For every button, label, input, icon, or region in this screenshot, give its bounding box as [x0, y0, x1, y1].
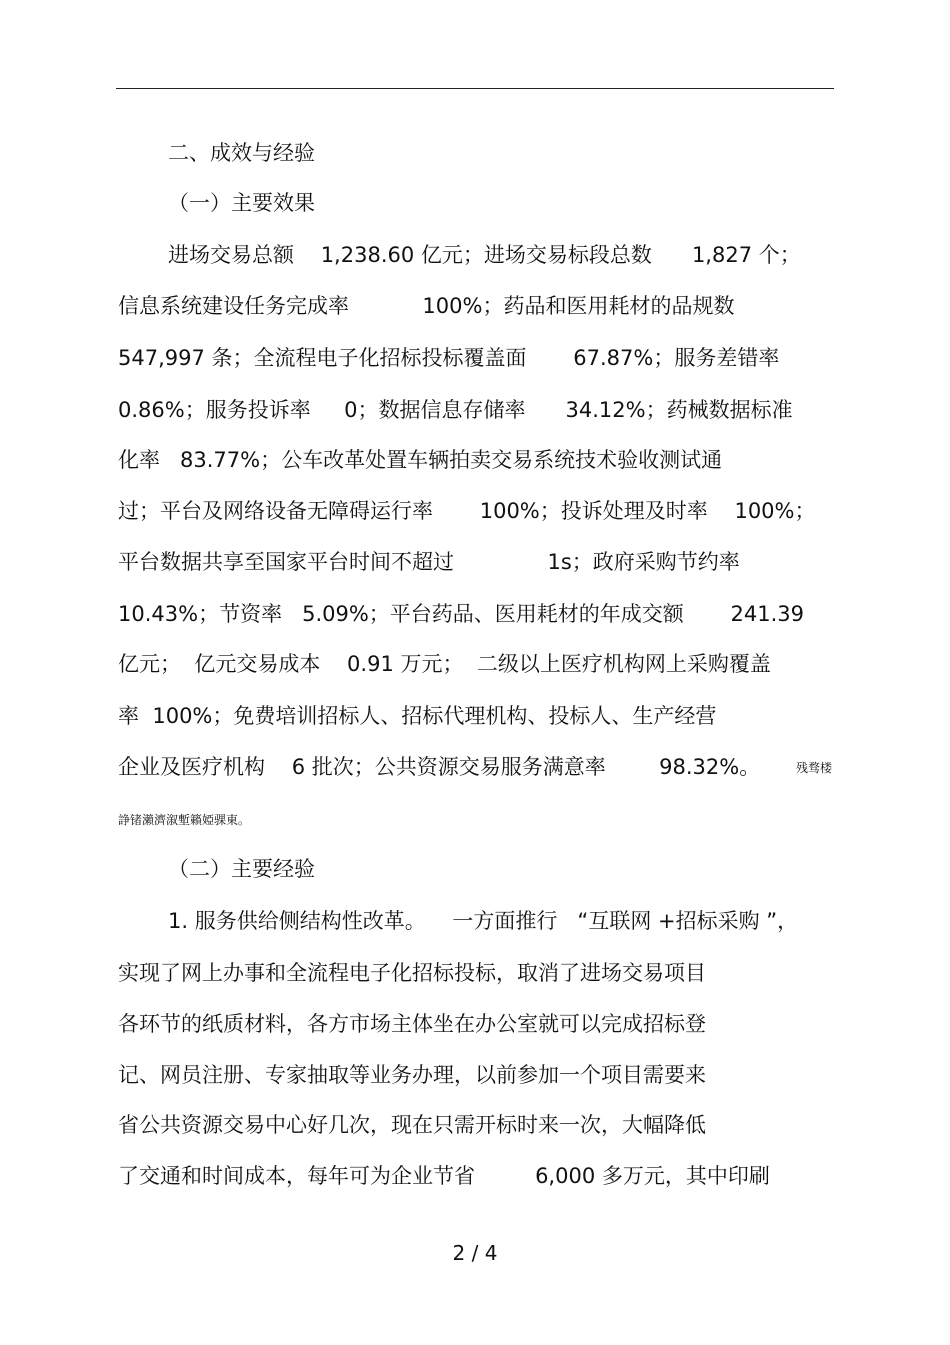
results-line: 企业及医疗机构 6 批次；公共资源交易服务满意率 98.32%。 — [118, 755, 761, 779]
experience-line: 了交通和时间成本，每年可为企业节省 6,000 多万元，其中印刷 — [118, 1164, 770, 1188]
experience-line: 1. 服务供给侧结构性改革。 一方面推行 “互联网 +招标采购 ”， — [168, 909, 799, 933]
experience-line: 记、网员注册、专家抽取等业务办理，以前参加一个项目需要来 — [118, 1063, 706, 1087]
results-line: 进场交易总额 1,238.60 亿元；进场交易标段总数 1,827 个； — [168, 243, 801, 267]
subheading-main-experience: （二）主要经验 — [168, 857, 315, 881]
results-line: 平台数据共享至国家平台时间不超过 1s；政府采购节约率 — [118, 550, 740, 574]
results-line: 547,997 条；全流程电子化招标投标覆盖面 67.87%；服务差错率 — [118, 346, 780, 370]
garbled-tail-text: 残骛楼 — [796, 761, 833, 775]
results-line: 化率 83.77%；公车改革处置车辆拍卖交易系统技术验收测试通 — [118, 448, 723, 472]
header-rule — [116, 88, 834, 89]
results-line: 0.86%；服务投诉率 0；数据信息存储率 34.12%；药械数据标准 — [118, 398, 793, 422]
experience-line: 省公共资源交易中心好几次，现在只需开标时来一次，大幅降低 — [118, 1113, 706, 1137]
experience-line: 各环节的纸质材料，各方市场主体坐在办公室就可以完成招标登 — [118, 1012, 706, 1036]
page-number: 2 / 4 — [452, 1241, 498, 1265]
results-line: 10.43%；节资率 5.09%；平台药品、医用耗材的年成交额 241.39 — [118, 602, 805, 626]
section-heading: 二、成效与经验 — [168, 141, 315, 165]
results-line: 率 100%；免费培训招标人、招标代理机构、投标人、生产经营 — [118, 704, 717, 728]
results-line: 过；平台及网络设备无障碍运行率 100%；投诉处理及时率 100%； — [118, 499, 816, 523]
results-line: 亿元； 亿元交易成本 0.91 万元； 二级以上医疗机构网上采购覆盖 — [118, 652, 771, 676]
experience-line: 实现了网上办事和全流程电子化招标投标，取消了进场交易项目 — [118, 961, 706, 985]
garbled-tail-text: 諍锗瀨濟溆塹籟婭骒東。 — [118, 813, 251, 827]
results-line: 信息系统建设任务完成率 100%；药品和医用耗材的品规数 — [118, 294, 735, 318]
subheading-main-results: （一）主要效果 — [168, 191, 315, 215]
